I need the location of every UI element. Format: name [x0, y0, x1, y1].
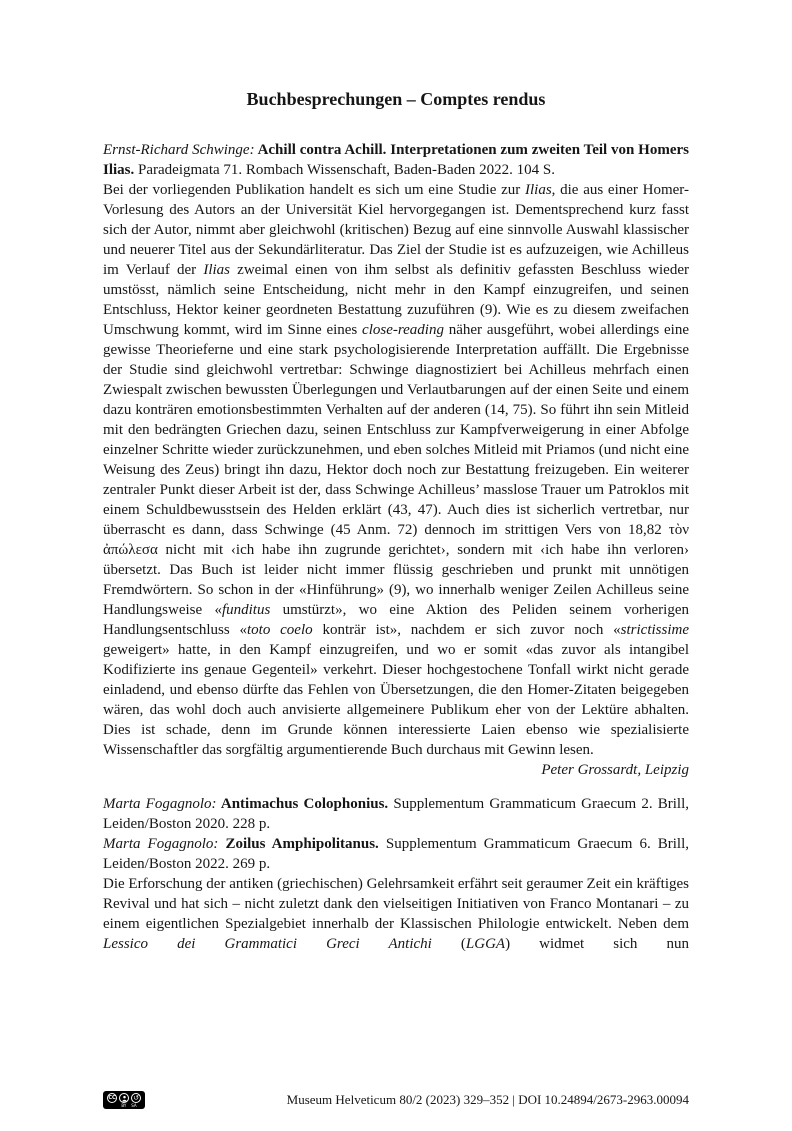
- text-segment: geweigert» hatte, in den Kampf einzugreifen, und wo er somit «das zuvor als intangibel Kodifizierte ins genaue Gegenteil» verkehrt. Dieser hochgestochene Tonfall wirkt nicht gerade einladend, und ebenso dürfte das Fehlen von Übersetzungen, die den Homer-Zitaten beigegeben wären, das wohl doch auch anvisierte allgemeinere Publikum eher von der Lektüre abhalten. Dies ist schade, denn im Grunde können interessierte Laien ebenso wie spezialisierte Wissenschaftler das sorgfältig argumentierende Buch durchaus mit Gewinn lesen.: [103, 642, 689, 758]
- text-segment: Zoilus Amphipolitanus.: [218, 836, 379, 852]
- cc-icon-label: CC: [108, 1094, 116, 1101]
- text-segment: umstürzt», wo eine Aktion des Peliden seinem vorherigen Handlungsentschluss «: [103, 602, 689, 638]
- cc-sa-label: SA: [131, 1103, 137, 1108]
- text-segment: close-reading: [362, 322, 444, 338]
- text-segment: Die Erforschung der antiken (griechischen) Gelehrsamkeit erfährt seit geraumer Zeit ein kräftiges Revival und hat sich – nicht zuletzt dank den vielseitigen Initiativen von Franco Montanari – zu einem eigentlichen Spezialgebiet innerhalb der Klassischen Philologie entwickelt. Neben dem: [103, 876, 689, 932]
- text-segment: Supplementum Grammaticum Graecum 6. Brill, Leiden/Boston 2022. 269 p.: [103, 836, 690, 872]
- text-segment: toto coelo: [246, 622, 313, 638]
- footer-citation: Museum Helveticum 80/2 (2023) 329–352 | DOI 10.24894/2673-2963.00094: [286, 1092, 689, 1107]
- cc-icon: [107, 1093, 117, 1103]
- cc-sa-arrow-icon: [131, 1093, 141, 1103]
- cc-license-badge: [103, 1091, 145, 1109]
- review-1: [103, 140, 689, 780]
- review-2-reference-1: [103, 794, 689, 834]
- text-segment: konträr ist», nachdem er sich zuvor noch «: [312, 622, 621, 638]
- cc-license-icons: [107, 1093, 141, 1103]
- text-segment: ) widmet sich nun: [505, 936, 690, 952]
- text-segment: Achill contra Achill. Interpretationen zum zweiten Teil von Homers Ilias.: [103, 142, 689, 178]
- review-1-body: [103, 180, 689, 760]
- text-segment: zweimal einen von ihm selbst als definitiv gefassten Beschluss wieder umstösst, nämlich seine Entscheidung, nicht mehr in den Kampf einzugreifen, und seinen Entschluss, Hektor keiner geordneten Bestattung zuzuführen (9). Wie es zu diesem zweifachen Umschwung kommt, wird im Sinne eines: [103, 262, 689, 338]
- text-segment: Paradeigmata 71. Rombach Wissenschaft, Baden-Baden 2022. 104 S.: [134, 162, 555, 178]
- cc-by-label: BY: [121, 1103, 127, 1108]
- text-segment: Lessico dei Grammatici Greci Antichi: [103, 936, 432, 952]
- review-2-body: [103, 874, 689, 954]
- text-segment: Bei der vorliegenden Publikation handelt es sich um eine Studie zur: [103, 182, 525, 198]
- text-segment: (: [431, 936, 466, 952]
- text-segment: LGGA: [465, 936, 506, 952]
- text-segment: nicht mit ‹ich habe ihn zugrunde gerichtet›, sondern mit ‹ich habe ihn verloren› übersetzt. Das Buch ist leider nicht immer flüssig geschrieben und prunkt mit unnötigen Fremdwörtern. So schon in der «Hinführung» (9), wo innerhalb weniger Zeilen Achilleus seine Handlungsweise «: [103, 542, 689, 618]
- text-segment: Ilias: [203, 262, 231, 278]
- text-column: [103, 88, 689, 954]
- person-glyph: [121, 1095, 128, 1102]
- text-segment: Ernst-Richard Schwinge:: [103, 142, 255, 158]
- text-segment: τὸν ἀπώλεσα: [103, 522, 689, 558]
- text-segment: Marta Fogagnolo:: [103, 796, 217, 812]
- cc-by-person-icon: [119, 1093, 129, 1103]
- sa-arrow-glyph: ↺: [133, 1093, 139, 1102]
- text-segment: strictissime: [620, 622, 689, 638]
- text-segment: Supplementum Grammaticum Graecum 2. Brill, Leiden/Boston 2020. 228 p.: [103, 796, 690, 832]
- text-segment: Antimachus Colophonius.: [216, 796, 389, 812]
- review-2: [103, 794, 689, 954]
- text-segment: Marta Fogagnolo:: [103, 836, 219, 852]
- text-segment: Ilias: [524, 182, 552, 198]
- review-2-reference-2: [103, 834, 689, 874]
- page-title: Buchbesprechungen – Comptes rendus: [246, 89, 546, 109]
- cc-license-labels: [121, 1104, 136, 1108]
- review-1-reference: [103, 140, 689, 180]
- text-segment: , die aus einer Homer-Vorlesung des Autors an der Universität Kiel hervorgegangen ist. Dementsprechend kurz fasst sich der Autor, nimmt aber gleichwohl (kritischen) Bezug auf eine sinnvolle Auswahl klassischer und neuerer Titel aus der Sekundärliteratur. Das Ziel der Studie ist es aufzuzeigen, wie Achilleus im Verlauf der: [103, 182, 689, 278]
- text-segment: funditus: [221, 602, 271, 618]
- text-segment: näher ausgeführt, wobei allerdings eine gewisse Theorieferne und eine stark psychologisierende Interpretation auffällt. Die Ergebnisse der Studie sind gleichwohl vertretbar: Schwinge diagnostiziert bei Achilleus mehrfach einen Zwiespalt zwischen bewussten Überlegungen und Verlautbarungen auf der einen Seite und einem dazu konträren emotionsbestimmten Verhalten auf der anderen (14, 75). So führt ihn sein Mitleid mit den bedrängten Griechen dazu, seinen Entschluss zur Kampfverweigerung in einer Abfolge einzelner Schritte wieder zurückzunehmen, und eben solches Mitleid mit Priamos (und nicht eine Weisung des Zeus) bringt ihn dazu, Hektor doch noch zur Bestattung freizugeben. Ein weiterer zentraler Punkt dieser Arbeit ist der, dass Schwinge Achilleus’ masslose Trauer um Patroklos mit einem Schuldbewusstsein des Helden erklärt (43, 47). Auch dies ist sicherlich vertretbar, nur überrascht es dann, dass Schwinge (45 Anm. 72) dennoch im strittigen Vers von 18,82: [103, 322, 689, 538]
- review-1-signature: Peter Grossardt, Leipzig: [541, 762, 689, 778]
- page-footer: [103, 1091, 689, 1109]
